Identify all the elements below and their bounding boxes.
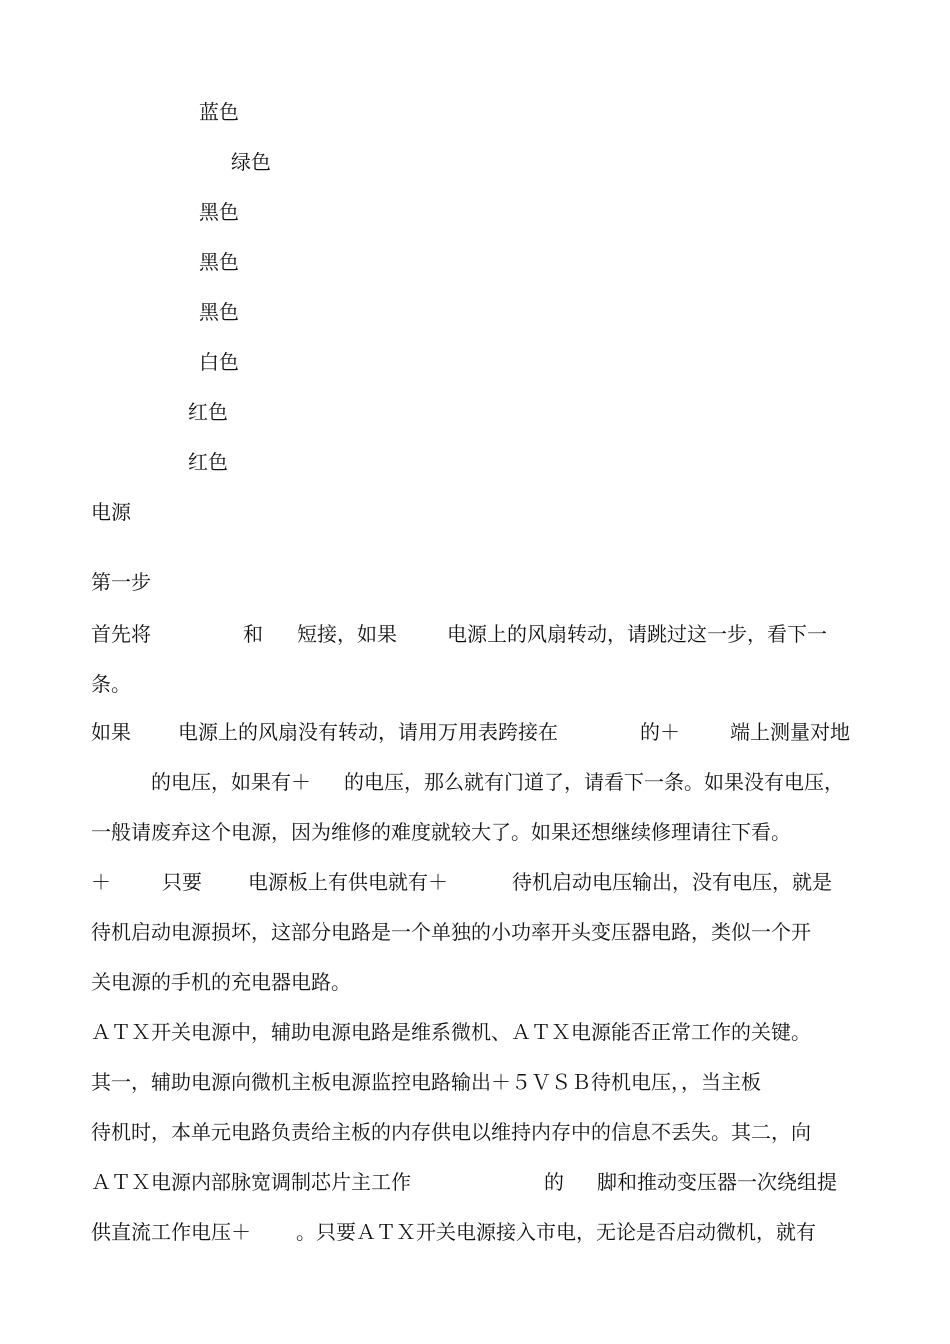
step1-text: 条。 [91,672,131,696]
para2-text: 的＋ [640,720,680,744]
para4-text: 脚和推动变压器一次绕组提 [597,1170,837,1194]
para3-text: 电源板上有供电就有＋ [248,870,448,894]
color-label-red: 红色 [188,400,228,424]
para4-text: 待机时，本单元电路负责给主板的内存供电以维持内存中的信息不丢失。其二，向 [91,1120,811,1144]
para4-text: 供直流工作电压＋ [91,1220,251,1244]
step1-text: 电源上的风扇转动，请跳过这一步，看下一 [447,622,827,646]
para3-text: 关电源的手机的充电器电路。 [91,970,351,994]
para3-text: 待机启动电压输出，没有电压，就是 [512,870,832,894]
para2-text: 的电压，那么就有门道了，请看下一条。如果没有电压， [344,770,844,794]
step1-text: 首先将 [91,622,151,646]
step1-text: 和 [243,622,263,646]
color-label-red: 红色 [188,450,228,474]
para3-text: 只要 [162,870,202,894]
section-label: 电源 [91,500,131,524]
step1-text: 短接，如果 [297,622,397,646]
para4-text: 的 [544,1170,564,1194]
para3-text: 待机启动电源损坏，这部分电路是一个单独的小功率开头变压器电路，类似一个开 [91,920,811,944]
step-heading: 第一步 [91,570,151,594]
para3-text: ＋ [91,870,111,894]
para4-text: 其一，辅助电源向微机主板电源监控电路输出＋５ＶＳＢ待机电压，，当主板 [91,1070,761,1094]
color-label-black: 黑色 [199,300,239,324]
para2-text: 端上测量对地 [730,720,850,744]
para4-text: 。只要ＡＴＸ开关电源接入市电，无论是否启动微机，就有 [296,1220,816,1244]
para4-text: ＡＴＸ电源内部脉宽调制芯片主工作 [91,1170,411,1194]
color-label-blue: 蓝色 [199,100,239,124]
para2-text: 电源上的风扇没有转动，请用万用表跨接在 [178,720,558,744]
para2-text: 如果 [91,720,131,744]
para4-text: ＡＴＸ开关电源中，辅助电源电路是维系微机、ＡＴＸ电源能否正常工作的关键。 [91,1020,811,1044]
para2-text: 的电压，如果有＋ [151,770,311,794]
color-label-green: 绿色 [231,150,271,174]
para2-text: 一般请废弃这个电源，因为维修的难度就较大了。如果还想继续修理请往下看。 [91,820,791,844]
color-label-white: 白色 [199,350,239,374]
color-label-black: 黑色 [199,250,239,274]
color-label-black: 黑色 [199,200,239,224]
